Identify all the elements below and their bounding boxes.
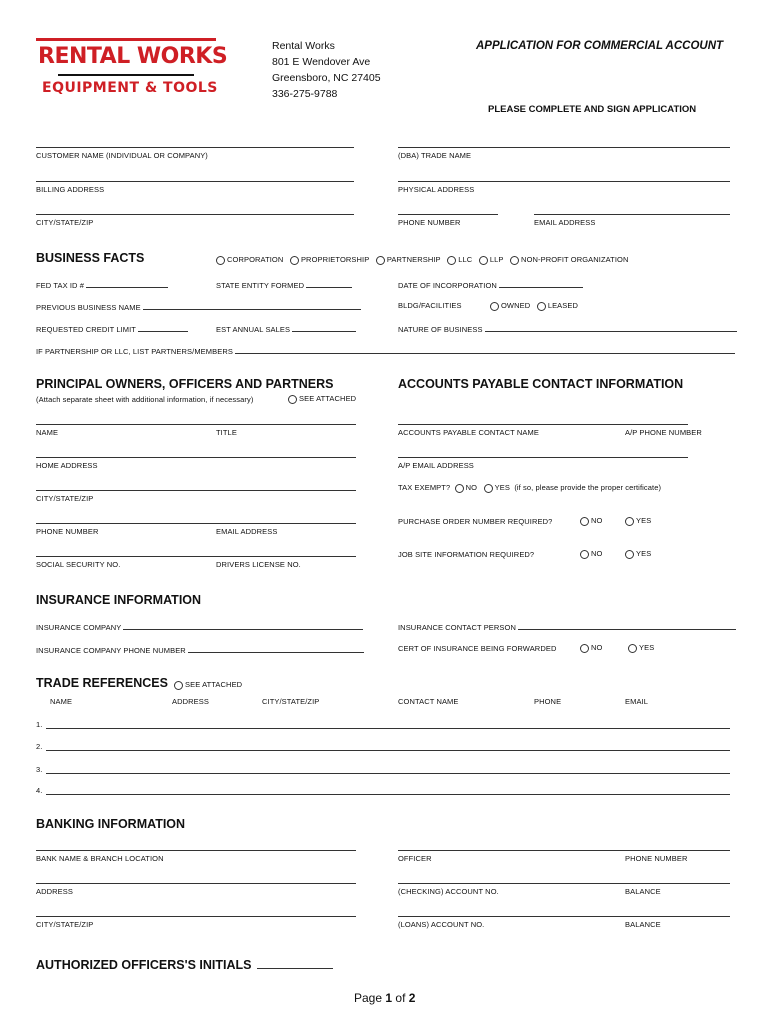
owners-heading: PRINCIPAL OWNERS, OFFICERS AND PARTNERS: [36, 377, 334, 391]
bank-name-label: BANK NAME & BRANCH LOCATION: [36, 854, 164, 863]
owner-city-label: CITY/STATE/ZIP: [36, 494, 94, 503]
trade-row-2-line[interactable]: [46, 750, 730, 751]
checking-label: (CHECKING) ACCOUNT NO.: [398, 887, 499, 896]
tax-exempt-yes[interactable]: YES: [484, 483, 510, 492]
ap-contact-line[interactable]: [398, 424, 688, 425]
page-number: Page 1 of 2: [354, 991, 416, 1005]
insurance-company-field[interactable]: INSURANCE COMPANY: [36, 621, 363, 632]
trade-col-city: CITY/STATE/ZIP: [262, 697, 320, 706]
owned-leased-options: [490, 301, 578, 311]
email-label: EMAIL ADDRESS: [534, 218, 596, 227]
radio-icon[interactable]: [537, 302, 546, 311]
trade-row-1-line[interactable]: [46, 728, 730, 729]
annual-sales-field[interactable]: EST ANNUAL SALES: [216, 323, 356, 334]
officer-line[interactable]: [398, 850, 730, 851]
po-yes[interactable]: YES: [625, 516, 651, 526]
owners-see-attached[interactable]: SEE ATTACHED: [288, 394, 356, 404]
radio-icon[interactable]: [510, 256, 519, 265]
radio-icon[interactable]: [376, 256, 385, 265]
po-required-label: PURCHASE ORDER NUMBER REQUIRED?: [398, 517, 553, 526]
billing-label: BILLING ADDRESS: [36, 185, 105, 194]
credit-limit-field[interactable]: REQUESTED CREDIT LIMIT: [36, 323, 188, 334]
dba-label: (DBA) TRADE NAME: [398, 151, 472, 160]
bldg-label: BLDG/FACILITIES: [398, 301, 462, 310]
insurance-cert-yes[interactable]: YES: [628, 643, 654, 653]
radio-icon[interactable]: [580, 644, 589, 653]
partners-field[interactable]: IF PARTNERSHIP OR LLC, LIST PARTNERS/MEMBERS: [36, 345, 735, 356]
city-label: CITY/STATE/ZIP: [36, 218, 94, 227]
company-phone: 336-275-9788: [272, 88, 338, 100]
checkbox-icon[interactable]: [174, 681, 183, 690]
phone-label: PHONE NUMBER: [398, 218, 461, 227]
fed-tax-field[interactable]: FED TAX ID #: [36, 279, 168, 290]
trade-see-attached[interactable]: SEE ATTACHED: [174, 680, 242, 690]
option-corporation[interactable]: CORPORATION: [216, 255, 283, 264]
owner-home-label: HOME ADDRESS: [36, 461, 98, 470]
officer-label: OFFICER: [398, 854, 432, 863]
trade-row-1[interactable]: 1.: [36, 720, 43, 729]
logo-tagline: EQUIPMENT & TOOLS: [42, 80, 218, 96]
job-site-no[interactable]: NO: [580, 549, 602, 559]
option-proprietorship[interactable]: PROPRIETORSHIP: [290, 255, 369, 264]
city-line[interactable]: [36, 214, 354, 215]
radio-icon[interactable]: [580, 550, 589, 559]
phone-line[interactable]: [398, 214, 498, 215]
radio-icon[interactable]: [447, 256, 456, 265]
option-partnership[interactable]: PARTNERSHIP: [376, 255, 441, 264]
bank-city-label: CITY/STATE/ZIP: [36, 920, 94, 929]
insurance-cert-label: CERT OF INSURANCE BEING FORWARDED: [398, 644, 557, 653]
checking-balance-label: BALANCE: [625, 887, 661, 896]
logo-divider: [58, 74, 194, 76]
trade-heading: TRADE REFERENCES: [36, 676, 168, 690]
customer-name-line[interactable]: [36, 147, 354, 148]
owner-email-label: EMAIL ADDRESS: [216, 527, 278, 536]
logo-top-rule: [36, 38, 216, 41]
previous-name-field[interactable]: PREVIOUS BUSINESS NAME: [36, 301, 361, 312]
ap-contact-label: ACCOUNTS PAYABLE CONTACT NAME: [398, 428, 539, 437]
job-site-yes[interactable]: YES: [625, 549, 651, 559]
trade-col-address: ADDRESS: [172, 697, 209, 706]
radio-icon[interactable]: [484, 484, 493, 493]
trade-col-name: NAME: [50, 697, 73, 706]
trade-row-4[interactable]: 4.: [36, 786, 43, 795]
owner-phone-line[interactable]: [36, 523, 356, 524]
insurance-phone-field[interactable]: INSURANCE COMPANY PHONE NUMBER: [36, 644, 364, 655]
company-city: Greensboro, NC 27405: [272, 72, 381, 84]
nature-field[interactable]: NATURE OF BUSINESS: [398, 323, 737, 334]
bank-city-line[interactable]: [36, 916, 356, 917]
trade-row-4-line[interactable]: [46, 794, 730, 795]
option-non-profit[interactable]: NON-PROFIT ORGANIZATION: [510, 255, 628, 264]
insurance-contact-field[interactable]: INSURANCE CONTACT PERSON: [398, 621, 736, 632]
physical-line[interactable]: [398, 181, 730, 182]
bank-name-line[interactable]: [36, 850, 356, 851]
radio-icon[interactable]: [455, 484, 464, 493]
po-no[interactable]: NO: [580, 516, 602, 526]
owners-note: (Attach separate sheet with additional information, if necessary): [36, 395, 254, 404]
option-owned[interactable]: OWNED: [490, 301, 530, 310]
email-line[interactable]: [534, 214, 730, 215]
loans-balance-label: BALANCE: [625, 920, 661, 929]
owner-name-label: NAME: [36, 428, 59, 437]
radio-icon[interactable]: [625, 550, 634, 559]
checking-line[interactable]: [398, 883, 730, 884]
owner-title-label: TITLE: [216, 428, 237, 437]
checkbox-icon[interactable]: [288, 395, 297, 404]
dba-line[interactable]: [398, 147, 730, 148]
trade-col-phone: PHONE: [534, 697, 562, 706]
radio-icon[interactable]: [290, 256, 299, 265]
insurance-cert-no[interactable]: NO: [580, 643, 602, 653]
owner-home-line[interactable]: [36, 457, 356, 458]
owner-ssn-line[interactable]: [36, 556, 356, 557]
radio-icon[interactable]: [628, 644, 637, 653]
form-instruction: PLEASE COMPLETE AND SIGN APPLICATION: [488, 104, 697, 115]
company-name: Rental Works: [272, 40, 335, 52]
ap-phone-label: A/P PHONE NUMBER: [625, 428, 702, 437]
loans-label: (LOANS) ACCOUNT NO.: [398, 920, 485, 929]
bank-phone-label: PHONE NUMBER: [625, 854, 688, 863]
company-address: 801 E Wendover Ave: [272, 56, 371, 68]
insurance-heading: INSURANCE INFORMATION: [36, 593, 202, 607]
ap-email-label: A/P EMAIL ADDRESS: [398, 461, 474, 470]
bank-address-line[interactable]: [36, 883, 356, 884]
trade-row-3-line[interactable]: [46, 773, 730, 774]
tax-exempt-note: (if so, please provide the proper certificate): [514, 483, 662, 492]
owner-name-line[interactable]: [36, 424, 356, 425]
option-llp[interactable]: LLP: [479, 255, 504, 264]
physical-label: PHYSICAL ADDRESS: [398, 185, 475, 194]
bank-address-label: ADDRESS: [36, 887, 73, 896]
radio-icon[interactable]: [625, 517, 634, 526]
radio-icon[interactable]: [479, 256, 488, 265]
owner-phone-label: PHONE NUMBER: [36, 527, 99, 536]
logo-wordmark: RENTAL WORKS: [38, 44, 228, 69]
banking-heading: BANKING INFORMATION: [36, 817, 186, 831]
ap-email-line[interactable]: [398, 457, 688, 458]
company-logo: [36, 38, 228, 100]
owner-license-label: DRIVERS LICENSE NO.: [216, 560, 301, 569]
trade-col-email: EMAIL: [625, 697, 649, 706]
ap-heading: ACCOUNTS PAYABLE CONTACT INFORMATION: [398, 377, 684, 391]
trade-col-contact: CONTACT NAME: [398, 697, 459, 706]
tax-exempt-label: TAX EXEMPT?: [398, 483, 451, 492]
option-leased[interactable]: LEASED: [537, 301, 578, 310]
business-facts-heading: BUSINESS FACTS: [36, 251, 145, 265]
incorporation-field[interactable]: DATE OF INCORPORATION: [398, 279, 583, 290]
form-title: APPLICATION FOR COMMERCIAL ACCOUNT: [476, 40, 724, 52]
owner-city-line[interactable]: [36, 490, 356, 491]
tax-exempt-no[interactable]: NO: [455, 483, 477, 492]
option-llc[interactable]: LLC: [447, 255, 472, 264]
trade-row-3[interactable]: 3.: [36, 765, 43, 774]
loans-line[interactable]: [398, 916, 730, 917]
initials-field[interactable]: AUTHORIZED OFFICERS'S INITIALS: [36, 956, 333, 972]
owner-ssn-label: SOCIAL SECURITY NO.: [36, 560, 121, 569]
radio-icon[interactable]: [580, 517, 589, 526]
business-type-options: [216, 255, 629, 265]
radio-icon[interactable]: [216, 256, 225, 265]
billing-line[interactable]: [36, 181, 354, 182]
radio-icon[interactable]: [490, 302, 499, 311]
trade-row-2[interactable]: 2.: [36, 742, 43, 751]
state-entity-field[interactable]: STATE ENTITY FORMED: [216, 279, 352, 290]
customer-name-label: CUSTOMER NAME (INDIVIDUAL OR COMPANY): [36, 151, 208, 160]
job-site-label: JOB SITE INFORMATION REQUIRED?: [398, 550, 535, 559]
tax-exempt-row: [398, 483, 661, 493]
